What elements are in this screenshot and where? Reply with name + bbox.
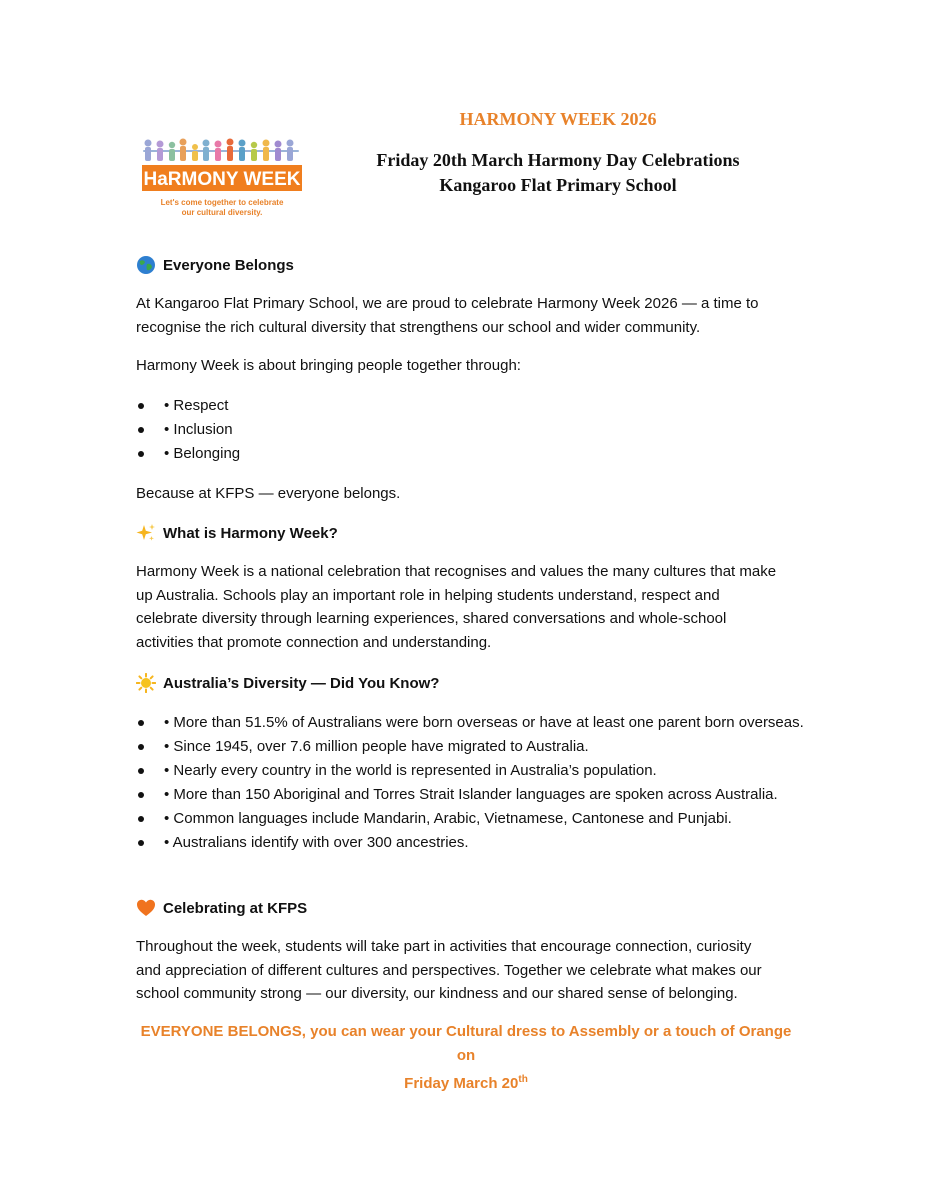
page-subtitle (362, 148, 754, 198)
list-item: • Inclusion (136, 418, 806, 442)
sparkles-icon (136, 523, 156, 543)
section-everyone-belongs-heading (136, 254, 294, 276)
values-list (136, 394, 806, 466)
dress-code-callout (136, 1020, 796, 1096)
list-item: • Since 1945, over 7.6 million people have migrated to Australia. (136, 735, 806, 759)
callout-date-suffix: th (518, 1074, 528, 1085)
heading-text: What is Harmony Week? (163, 524, 338, 542)
subtitle-line-1: Friday 20th March Harmony Day Celebrations (376, 150, 740, 170)
globe-icon (136, 255, 156, 275)
paragraph-line: celebrate diversity through learning experiences, shared conversations and whole-school (136, 610, 727, 627)
list-item: • Nearly every country in the world is represented in Australia’s population. (136, 759, 806, 783)
lead-paragraph: Harmony Week is about bringing people together through: (136, 357, 521, 374)
intro-line-1: At Kangaroo Flat Primary School, we are proud to celebrate Harmony Week 2026 — a time to (136, 295, 759, 312)
callout-line-1: EVERYONE BELONGS, you can wear your Cultural dress to Assembly or a touch of Orange on (140, 1023, 792, 1064)
diversity-facts-list (136, 711, 806, 855)
list-item: • Belonging (136, 442, 806, 466)
callout-date: Friday March 20 (404, 1075, 519, 1092)
section-what-is-harmony-week-heading (136, 522, 338, 544)
paragraph-line: Throughout the week, students will take part in activities that encourage connection, curiosity (136, 938, 752, 955)
list-item: • More than 150 Aboriginal and Torres Strait Islander languages are spoken across Australia. (136, 783, 806, 807)
logo-tagline-2: our cultural diversity. (181, 208, 263, 217)
event-title: HARMONY WEEK 2026 (459, 109, 657, 129)
paragraph-line: and appreciation of different cultures and perspectives. Together we celebrate what makes our (136, 961, 762, 979)
paragraph-line: up Australia. Schools play an important role in helping students understand, respect and (136, 586, 720, 604)
intro-line-2: recognise the rich cultural diversity that strengthens our school and wider community. (136, 318, 701, 336)
harmony-week-paragraph (136, 560, 796, 654)
people-chain-icon (140, 135, 305, 225)
intro-paragraph (136, 292, 796, 339)
heading-text: Everyone Belongs (163, 256, 294, 274)
heading-text: Australia’s Diversity — Did You Know? (163, 674, 440, 692)
logo-tagline-1: Let's come together to celebrate (160, 198, 284, 207)
paragraph-line: school community strong — our diversity, our kindness and our shared sense of belonging. (136, 985, 738, 1002)
subtitle-line-2: Kangaroo Flat Primary School (439, 175, 677, 195)
orange-heart-icon (136, 898, 156, 918)
list-item: • Respect (136, 394, 806, 418)
closing-paragraph: Because at KFPS — everyone belongs. (136, 485, 401, 502)
harmony-week-logo (140, 135, 305, 225)
list-item: • Australians identify with over 300 ancestries. (136, 831, 806, 855)
heading-text: Celebrating at KFPS (163, 899, 308, 917)
callout-line-2 (136, 1068, 796, 1096)
celebrating-paragraph (136, 935, 796, 1006)
section-celebrating-heading (136, 897, 307, 919)
list-item: • More than 51.5% of Australians were born overseas or have at least one parent born overseas. (136, 711, 806, 735)
list-item: • Common languages include Mandarin, Arabic, Vietnamese, Cantonese and Punjabi. (136, 807, 806, 831)
section-diversity-heading (136, 672, 439, 694)
paragraph-line: activities that promote connection and understanding. (136, 633, 492, 651)
paragraph-line: Harmony Week is a national celebration that recognises and values the many cultures that make (136, 563, 777, 580)
logo-wordmark: HaRMONY WEEK (143, 169, 301, 190)
sun-icon (136, 673, 156, 693)
